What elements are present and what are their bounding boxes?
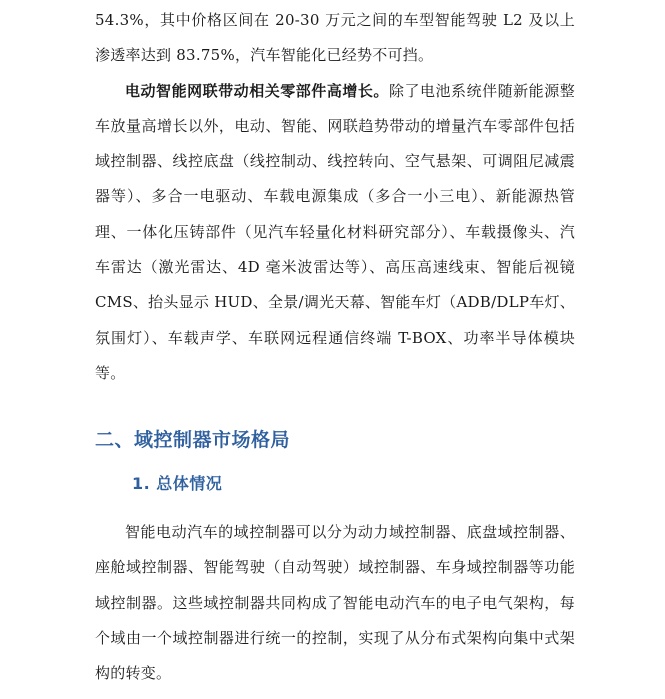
subsection-heading: 1. 总体情况 xyxy=(132,474,223,493)
paragraph-body-text: 除了电池系统伴随新能源整车放量高增长以外，电动、智能、网联趋势带动的增量汽车零部件包括域控制器、线控底盘（线控制动、线控转向、空气悬架、可调阻尼减震器等）、多合一电驱动、车载电源集成（多合一小三电）、新能源热管理、一体化压铸部件（见汽车轻量化材料研究部分）、车载摄像头、汽车雷达（激光雷达、4D 毫米波雷达等）、高压高速线束、智能后视镜 CMS、抬头显示 HUD、全景/调光天幕、智能车灯（ADB/DLP车灯、氛围灯）、车载声学、车联网远程通信终端 T-BOX、功率半导体模块等。 xyxy=(95,81,575,382)
paragraph-domain-controller-overview: 智能电动汽车的域控制器可以分为动力域控制器、底盘域控制器、座舱域控制器、智能驾驶（自动驾驶）域控制器、车身域控制器等功能域控制器。这些域控制器共同构成了智能电动汽车的电子电气架构，每个域由一个域控制器进行统一的控制，实现了从分布式架构向集中式架构的转变。 xyxy=(95,523,575,683)
paragraph-penetration-rate: 54.3%，其中价格区间在 20-30 万元之间的车型智能驾驶 L2 及以上渗透率达到 83.75%，汽车智能化已经势不可挡。 xyxy=(95,11,575,65)
document-page xyxy=(95,0,575,683)
paragraph-component-growth xyxy=(95,74,575,392)
section-heading: 二、域控制器市场格局 xyxy=(95,429,291,451)
paragraph-lead-bold: 电动智能网联带动相关零部件高增长。 xyxy=(125,81,389,100)
